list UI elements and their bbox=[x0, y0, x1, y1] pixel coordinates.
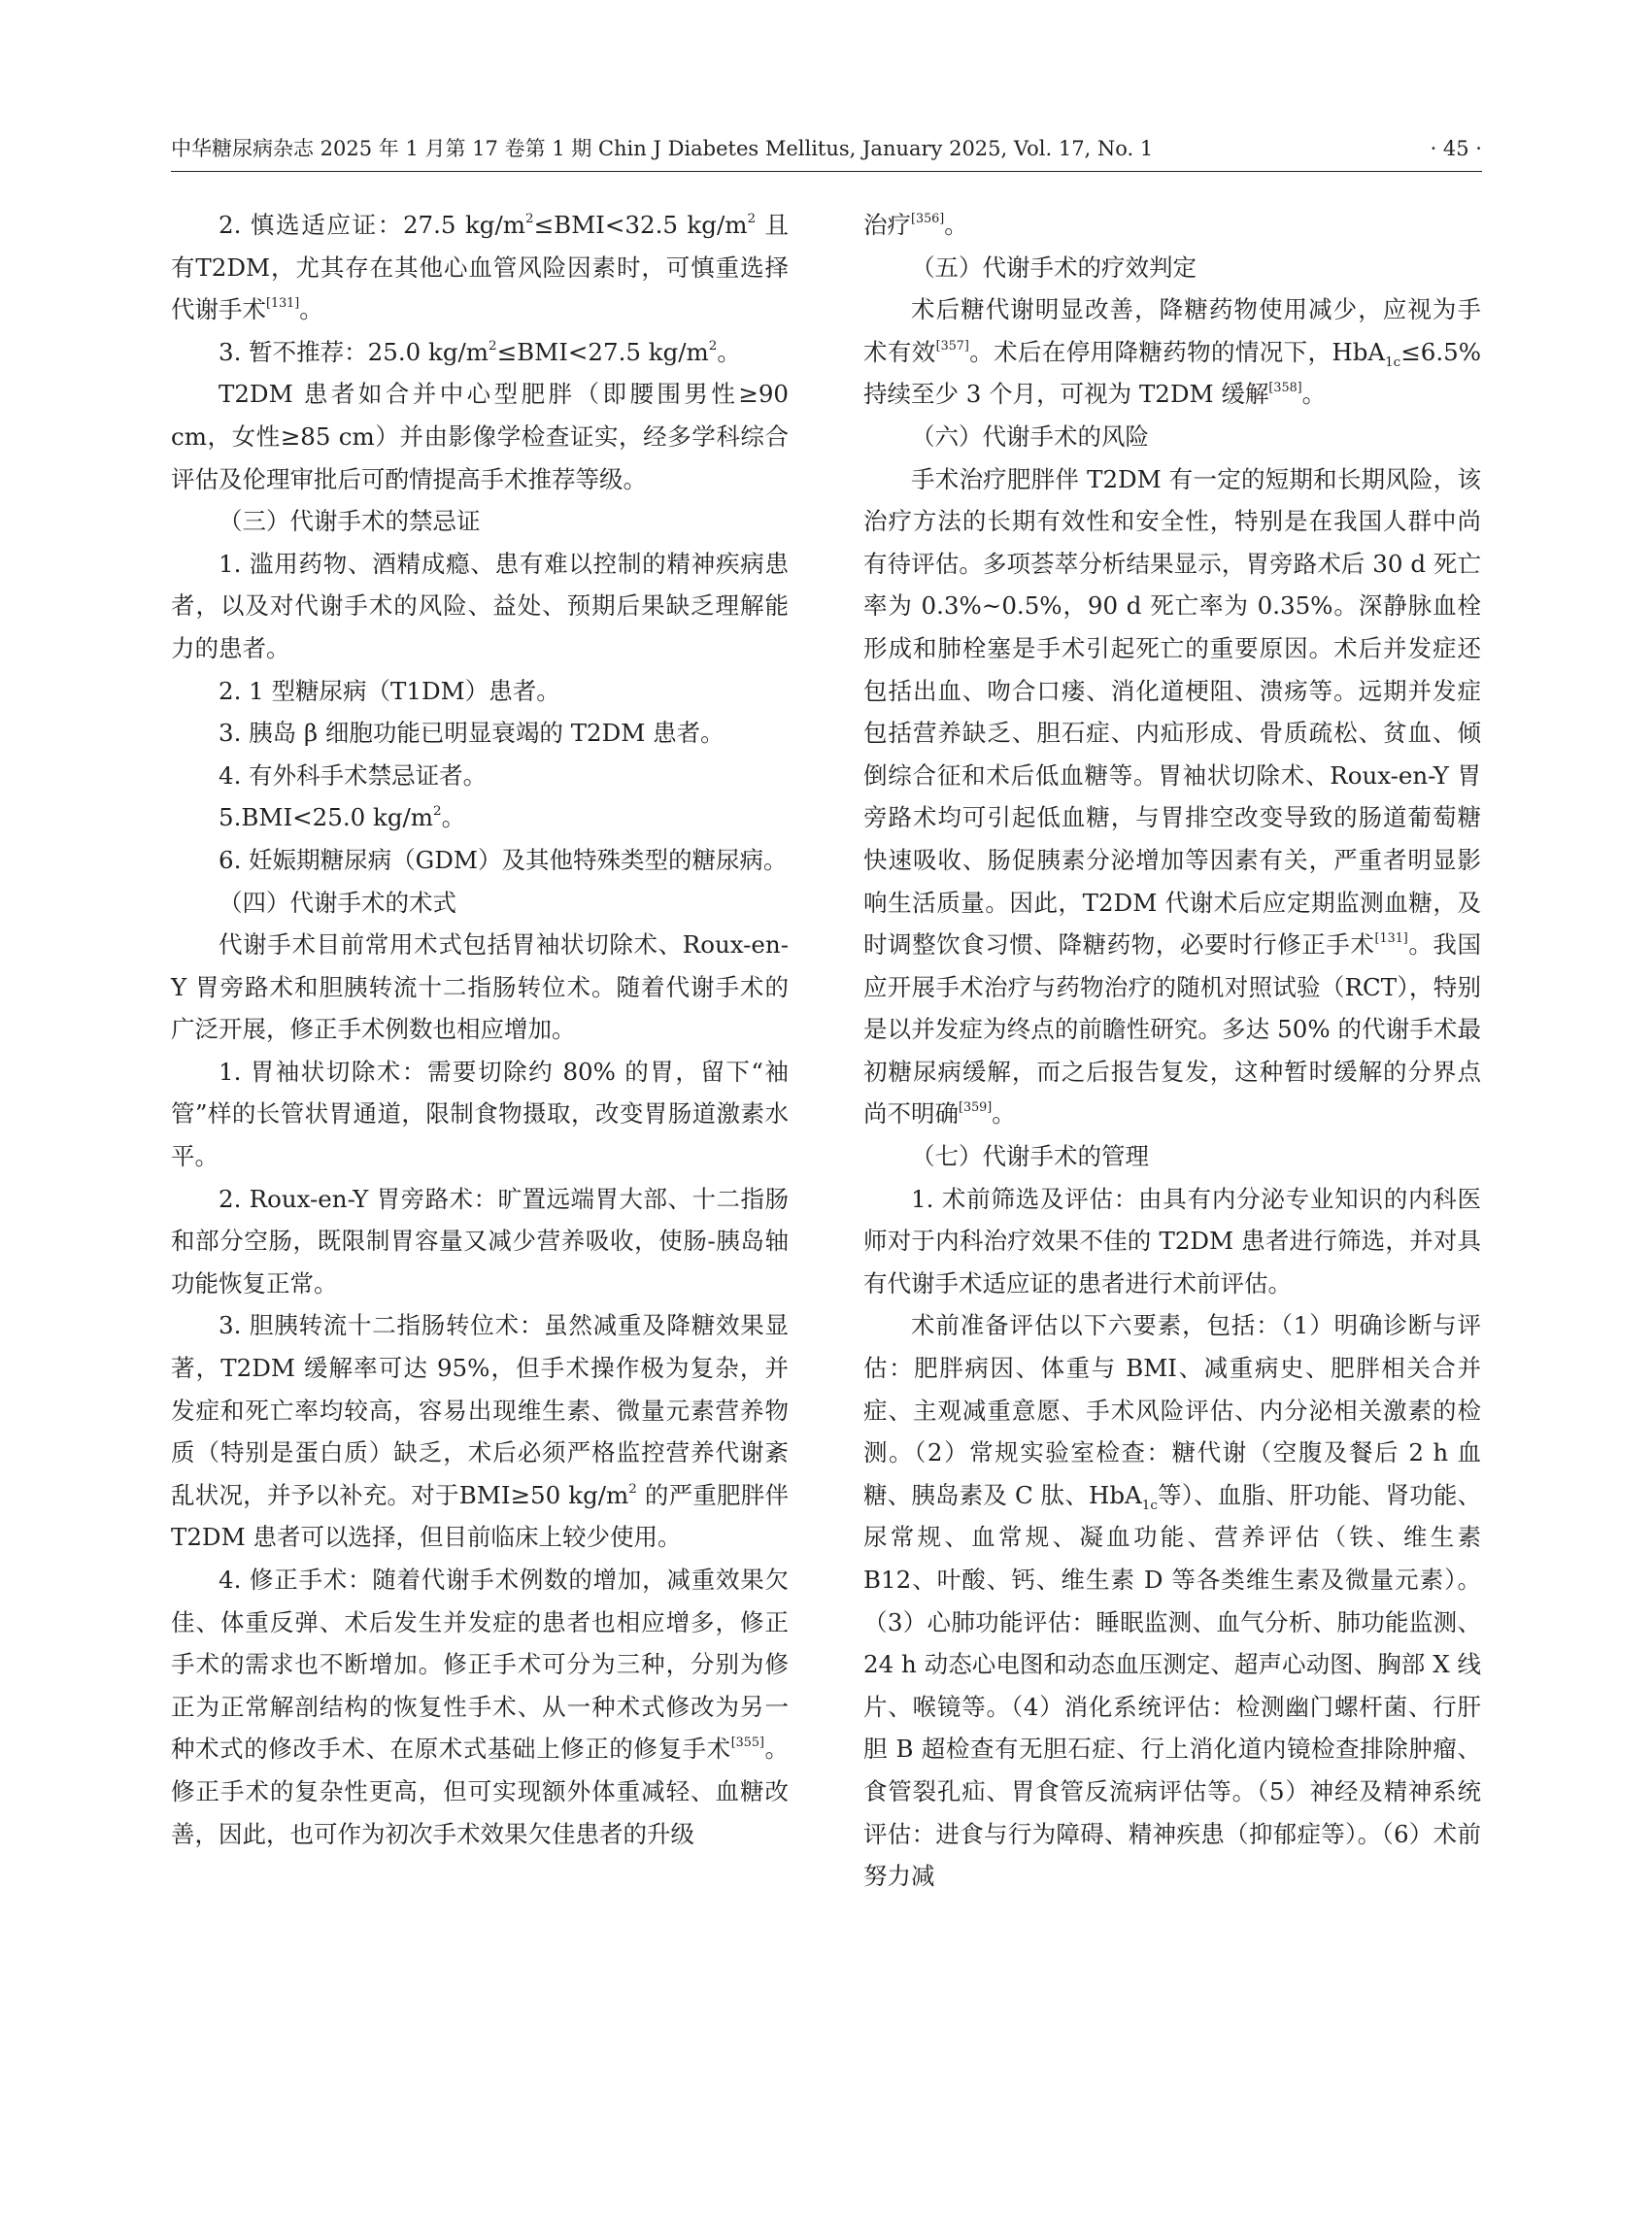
paragraph: 2. 1 型糖尿病（T1DM）患者。 bbox=[219, 676, 560, 705]
paragraph bbox=[171, 1559, 789, 1855]
text: ≤6.5% 持续至少 3 个月，可视为 T2DM 缓解 bbox=[863, 337, 1481, 409]
text: 。我国应开展手术治疗与药物治疗的随机对照试验（RCT），特别是以并发症为终点的前瞻性研究。多达 50% 的代谢手术最初糖尿病缓解，而之后报告复发，这种暂时缓解的分界点尚不明确 bbox=[863, 930, 1481, 1129]
left-column bbox=[171, 204, 789, 1855]
text: 3. 胆胰转流十二指肠转位术：虽然减重及降糖效果显著，T2DM 缓解率可达 95%，但手术操作极为复杂，并发症和死亡率均较高，容易出现维生素、微量元素营养物质（特别是蛋白质）缺乏，术后必须严格监控营养代谢紊乱状况，并予以补充。对于BMI≥50 kg/m bbox=[171, 1311, 789, 1509]
subscript: 1c bbox=[1385, 354, 1401, 370]
superscript: 2 bbox=[489, 337, 497, 354]
citation-ref: [131] bbox=[1374, 931, 1408, 947]
paragraph: 6. 妊娠期糖尿病（GDM）及其他特殊类型的糖尿病。 bbox=[219, 845, 788, 874]
paragraph bbox=[171, 204, 789, 331]
text: 手术治疗肥胖伴 T2DM 有一定的短期和长期风险，该治疗方法的长期有效性和安全性，特别是在我国人群中尚有待评估。多项荟萃分析结果显示，胃旁路术后 30 d 死亡率为 0.3%~0.5%，90 d 死亡率为 0.35%。深静脉血栓形成和肺栓塞是手术引起死亡的重要原因。术后并发症还包括出血、吻合口瘘、消化道梗阻、溃疡等。远期并发症包括营养缺乏、胆石症、内疝形成、骨质疏松、贫血、倾倒综合征和术后低血糖等。胃袖状切除术、Roux-en-Y 胃旁路术均可引起低血糖，与胃排空改变导致的肠道葡萄糖快速吸收、肠促胰素分泌增加等因素有关，严重者明显影响生活质量。因此，T2DM 代谢术后应定期监测血糖，及时调整饮食习惯、降糖药物，必要时行修正手术 bbox=[863, 464, 1481, 960]
journal-citation: 中华糖尿病杂志 2025 年 1 月第 17 卷第 1 期 Chin J Diabetes Mellitus, January 2025, Vol. 17, No. 1 bbox=[171, 137, 1154, 160]
text: 等）、血脂、肝功能、肾功能、尿常规、血常规、凝血功能、营养评估（铁、维生素 B12、叶酸、钙、维生素 D 等各类维生素及微量元素）。（3）心肺功能评估：睡眠监测、血气分析、肺功能监测、24 h 动态心电图和动态血压测定、超声心动图、胸部 X 线片、喉镜等。（4）消化系统评估：检测幽门螺杆菌、行肝胆 B 超检查有无胆石症、行上消化道内镜检查排除肿瘤、食管裂孔疝、胃食管反流病评估等。（5）神经及精神系统评估：进食与行为障碍、精神疾患（抑郁症等）。（6）术前努力减 bbox=[863, 1480, 1481, 1891]
paragraph: 3. 胰岛 β 细胞功能已明显衰竭的 T2DM 患者。 bbox=[219, 719, 725, 748]
paragraph bbox=[863, 458, 1481, 1136]
paragraph bbox=[171, 1304, 789, 1559]
citation-ref: [358] bbox=[1268, 381, 1302, 396]
text: 5.BMI<25.0 kg/m bbox=[219, 803, 434, 832]
superscript: 2 bbox=[747, 210, 757, 226]
running-header bbox=[171, 132, 1482, 165]
section-heading: （六）代谢手术的风险 bbox=[911, 421, 1149, 451]
superscript: 2 bbox=[433, 803, 442, 820]
text: 4. 修正手术：随着代谢手术例数的增加，减重效果欠佳、体重反弹、术后发生并发症的患者也相应增多，修正手术的需求也不断增加。修正手术可分为三种，分别为修正为正常解剖结构的恢复性手术、从一种术式修改为另一种术式的修改手术、在原术式基础上修正的修复手术 bbox=[171, 1566, 789, 1764]
text: 的严重肥胖伴 T2DM 患者可以选择，但目前临床上较少使用。 bbox=[171, 1480, 789, 1552]
citation-ref: [131] bbox=[266, 296, 300, 312]
superscript: 2 bbox=[628, 1480, 637, 1497]
text: ≤BMI<32.5 kg/m bbox=[533, 211, 748, 239]
paragraph-continued bbox=[863, 204, 1481, 247]
superscript: 2 bbox=[524, 210, 534, 226]
text: ≤BMI<27.5 kg/m bbox=[496, 337, 709, 366]
text: 术后糖代谢明显改善，降糖药物使用减少，应视为手术有效 bbox=[863, 295, 1481, 366]
text: 。 bbox=[992, 1099, 1016, 1129]
text: 且有T2DM，尤其存在其他心血管风险因素时，可慎重选择代谢手术 bbox=[171, 211, 789, 324]
text: 2. 慎选适应证：27.5 kg/m bbox=[219, 211, 525, 239]
text: 。 bbox=[441, 803, 466, 832]
section-heading: （五）代谢手术的疗效判定 bbox=[911, 253, 1197, 282]
text: 。 bbox=[1301, 380, 1327, 409]
text: 治疗 bbox=[863, 211, 911, 239]
page-number: · 45 · bbox=[1430, 137, 1482, 160]
citation-ref: [355] bbox=[730, 1736, 764, 1751]
paragraph bbox=[171, 331, 789, 374]
paragraph: 2. Roux-en-Y 胃旁路术：旷置远端胃大部、十二指肠和部分空肠，既限制胃容量又减少营养吸收，使肠-胰岛轴功能恢复正常。 bbox=[171, 1184, 789, 1298]
paragraph bbox=[863, 1304, 1481, 1897]
text: 。术后在停用降糖药物的情况下，HbA bbox=[968, 337, 1386, 366]
citation-ref: [357] bbox=[935, 338, 969, 354]
superscript: 2 bbox=[708, 337, 718, 354]
paragraph bbox=[171, 796, 789, 839]
header-rule bbox=[171, 171, 1482, 172]
citation-ref: [356] bbox=[911, 211, 945, 226]
right-column bbox=[863, 204, 1481, 1898]
text: 。 bbox=[944, 211, 968, 239]
paragraph: 1. 滥用药物、酒精成瘾、患有难以控制的精神疾病患者，以及对代谢手术的风险、益处、预期后果缺乏理解能力的患者。 bbox=[171, 549, 789, 662]
text: 术前准备评估以下六要素，包括：（1）明确诊断与评估：肥胖病因、体重与 BMI、减重病史、肥胖相关合并症、主观减重意愿、手术风险评估、内分泌相关激素的检测。（2）常规实验室检查：糖代谢（空腹及餐后 2 h 血糖、胰岛素及 C 肽、HbA bbox=[863, 1311, 1481, 1509]
paragraph bbox=[863, 288, 1481, 416]
text: 。修正手术的复杂性更高，但可实现额外体重减轻、血糖改善，因此，也可作为初次手术效果欠佳患者的升级 bbox=[171, 1735, 790, 1848]
text: 。 bbox=[717, 337, 741, 366]
text: 。 bbox=[299, 295, 323, 324]
subscript: 1c bbox=[1141, 1497, 1158, 1513]
section-heading: （三）代谢手术的禁忌证 bbox=[219, 507, 481, 536]
paragraph: 1. 术前筛选及评估：由具有内分泌专业知识的内科医师对于内科治疗效果不佳的 T2DM 患者进行筛选，并对具有代谢手术适应证的患者进行术前评估。 bbox=[863, 1184, 1481, 1298]
paragraph: 代谢手术目前常用术式包括胃袖状切除术、Roux-en-Y 胃旁路术和胆胰转流十二指肠转位术。随着代谢手术的广泛开展，修正手术例数也相应增加。 bbox=[171, 930, 789, 1044]
section-heading: （七）代谢手术的管理 bbox=[911, 1142, 1149, 1171]
paragraph: 4. 有外科手术禁忌证者。 bbox=[219, 760, 488, 790]
citation-ref: [359] bbox=[959, 1100, 993, 1116]
text: 3. 暂不推荐：25.0 kg/m bbox=[219, 337, 489, 366]
paragraph: T2DM 患者如合并中心型肥胖（即腰围男性≥90 cm，女性≥85 cm）并由影像学检查证实，经多学科综合评估及伦理审批后可酌情提高手术推荐等级。 bbox=[171, 380, 789, 493]
paragraph: 1. 胃袖状切除术：需要切除约 80% 的胃，留下“袖管”样的长管状胃通道，限制食物摄取，改变胃肠道激素水平。 bbox=[171, 1057, 789, 1171]
section-heading: （四）代谢手术的术式 bbox=[219, 888, 456, 917]
